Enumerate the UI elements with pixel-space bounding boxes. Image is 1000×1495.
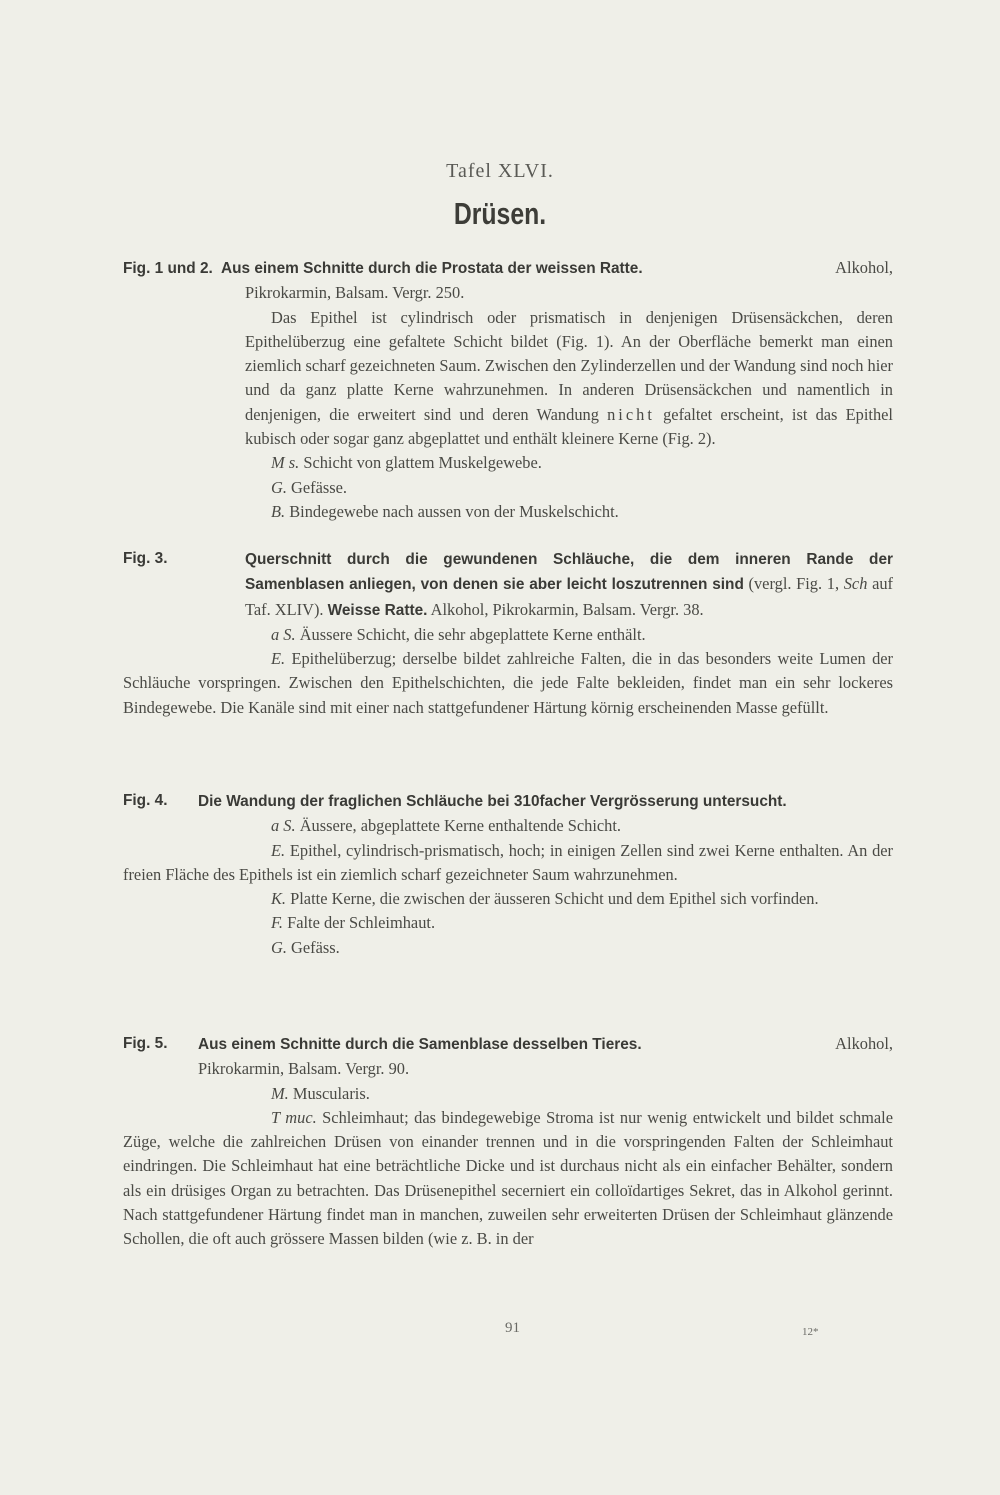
caption-title: Querschnitt durch die gewundenen Schläuche, die dem inneren Rande der Samenblasen anliegen, von denen sie aber leicht loszutrennen sind bbox=[245, 551, 893, 594]
legend-item bbox=[123, 647, 893, 720]
legend-item bbox=[123, 911, 893, 935]
caption-species: Weisse Ratte. bbox=[327, 601, 428, 619]
legend-key: a S. bbox=[271, 624, 296, 644]
legend-key: K. bbox=[271, 889, 287, 909]
legend-item bbox=[123, 1106, 893, 1252]
body-text-end: gefaltet erscheint, ist das Epithel kubisch oder sogar ganz abgeplattet und enthält kleinere Kerne (Fig. 2). bbox=[245, 404, 893, 449]
legend-key: M s. bbox=[271, 453, 300, 473]
legend-item bbox=[123, 623, 893, 647]
legend-text: Muscularis. bbox=[292, 1083, 370, 1103]
legend-text: Äussere, abgeplattete Kerne enthaltende Schicht. bbox=[299, 816, 622, 836]
caption-title: Die Wandung der fraglichen Schläuche bei 310facher Vergrösserung untersucht. bbox=[198, 793, 787, 810]
legend-text: Falte der Schleimhaut. bbox=[287, 913, 436, 933]
legend-text: Platte Kerne, die zwischen der äusseren Schicht und dem Epithel sich vorfinden. bbox=[290, 889, 819, 909]
caption-technique: Alkohol, bbox=[835, 258, 893, 277]
section-fig-3 bbox=[123, 547, 893, 720]
legend-item bbox=[123, 839, 893, 888]
legend-key: E. bbox=[271, 840, 286, 860]
legend-key: T muc. bbox=[271, 1107, 317, 1127]
section-fig-1-2 bbox=[123, 256, 893, 524]
page-title: Drüsen. bbox=[453, 196, 547, 231]
section-fig-5 bbox=[123, 1032, 893, 1252]
signature-mark: 12* bbox=[802, 1326, 819, 1338]
caption-ref: (vergl. Fig. 1, bbox=[748, 574, 840, 594]
legend-text: Gefäss. bbox=[291, 937, 340, 957]
figure-label: Fig. 3. bbox=[123, 550, 168, 567]
legend-item bbox=[123, 887, 893, 911]
caption-fig-4 bbox=[123, 789, 893, 814]
legend-key: F. bbox=[271, 913, 283, 933]
legend-text: Epithel, cylindrisch-prismatisch, hoch; in einigen Zellen sind zwei Kerne enthalten. An der freien Fläche des Epithels ist ein ziemlich scharf gezeichneter Saum wahrzunehmen. bbox=[123, 840, 893, 884]
legend-key: B. bbox=[271, 501, 286, 521]
legend-key: M. bbox=[271, 1083, 289, 1103]
caption-fig-5 bbox=[123, 1032, 893, 1057]
caption-ref-italic: Sch bbox=[843, 574, 868, 594]
legend-key: G. bbox=[271, 477, 287, 497]
legend-text: Epithelüberzug; derselbe bildet zahlreiche Falten, die in das besonders weite Lumen der Schläuche vorspringen. Zwischen den Epithelschichten, die jede Falte bekleiden, findet man ein sehr lockeres Bindegewebe. Die Kanäle sind mit einer nach stattgefundener Härtung körnig erscheinenden Masse gefüllt. bbox=[123, 649, 893, 717]
page-number: 91 bbox=[505, 1320, 520, 1336]
figure-label: Fig. 5. bbox=[123, 1035, 168, 1052]
caption-title: Aus einem Schnitte durch die Prostata der weissen Ratte. bbox=[220, 260, 643, 277]
caption-technique: Alkohol, Pikrokarmin, Balsam. Vergr. 38. bbox=[430, 599, 704, 619]
caption-ref-end: auf Taf. XLIV). bbox=[245, 574, 893, 619]
legend-key: E. bbox=[271, 649, 286, 669]
section-fig-4 bbox=[123, 789, 893, 960]
caption-line2: Pikrokarmin, Balsam. Vergr. 250. bbox=[245, 283, 465, 303]
caption-fig-3 bbox=[123, 547, 893, 623]
legend-item bbox=[123, 1082, 893, 1106]
legend-item bbox=[123, 476, 893, 500]
legend-key: G. bbox=[271, 937, 287, 957]
caption-title: Aus einem Schnitte durch die Samenblase desselben Tieres. bbox=[198, 1036, 642, 1053]
legend-text: Gefässe. bbox=[291, 477, 348, 497]
legend-item bbox=[123, 500, 893, 524]
legend-item bbox=[123, 814, 893, 838]
legend-key: a S. bbox=[271, 816, 296, 836]
figure-label: Fig. 4. bbox=[123, 792, 168, 809]
legend-item bbox=[123, 451, 893, 475]
caption-fig-1-2 bbox=[123, 256, 893, 281]
legend-text: Äussere Schicht, die sehr abgeplattete Kerne enthält. bbox=[299, 624, 646, 644]
body-paragraph bbox=[123, 306, 893, 452]
legend-item bbox=[123, 936, 893, 960]
legend-text: Bindegewebe nach aussen von der Muskelschicht. bbox=[289, 501, 619, 521]
body-text: Das Epithel ist cylindrisch oder prismatisch in denjenigen Drüsensäckchen, deren Epithelüberzug eine gefaltete Schicht bildet (Fig. 1). An der Oberfläche bemerkt man einen ziemlich scharf gezeichneten Saum. Zwischen den Zylinderzellen und der Wandung sind noch hier und da ganz platte Kerne wahrzunehmen. In anderen Drüsensäckchen und namentlich in denjenigen, die erweitert sind und deren Wandung bbox=[245, 307, 893, 424]
caption-line2: Pikrokarmin, Balsam. Vergr. 90. bbox=[198, 1059, 410, 1079]
legend-text: Schicht von glattem Muskelgewebe. bbox=[303, 453, 542, 473]
figure-label: Fig. 1 und 2. bbox=[123, 260, 213, 277]
plate-number: Tafel XLVI. bbox=[446, 160, 554, 182]
body-emphasis: nicht bbox=[607, 404, 655, 424]
legend-text: Schleimhaut; das bindegewebige Stroma ist nur wenig entwickelt und bildet schmale Züge, welche die zahlreichen Drüsen von einander trennen und in die vorspringenden Falten der Schleimhaut eindringen. Die Schleimhaut hat eine beträchtliche Dicke und ist durchaus nicht als ein einfacher Behälter, sondern als ein drüsiges Organ zu betrachten. Das Drüsenepithel secerniert ein colloïdartiges Sekret, das in Alkohol gerinnt. Nach stattgefundener Härtung findet man in manchen, zuweilen sehr erweiterten Drüsen der Schleimhaut glänzende Schollen, die oft auch grössere Massen bilden (wie z. B. in der bbox=[123, 1107, 893, 1249]
caption-technique: Alkohol, bbox=[835, 1034, 893, 1053]
